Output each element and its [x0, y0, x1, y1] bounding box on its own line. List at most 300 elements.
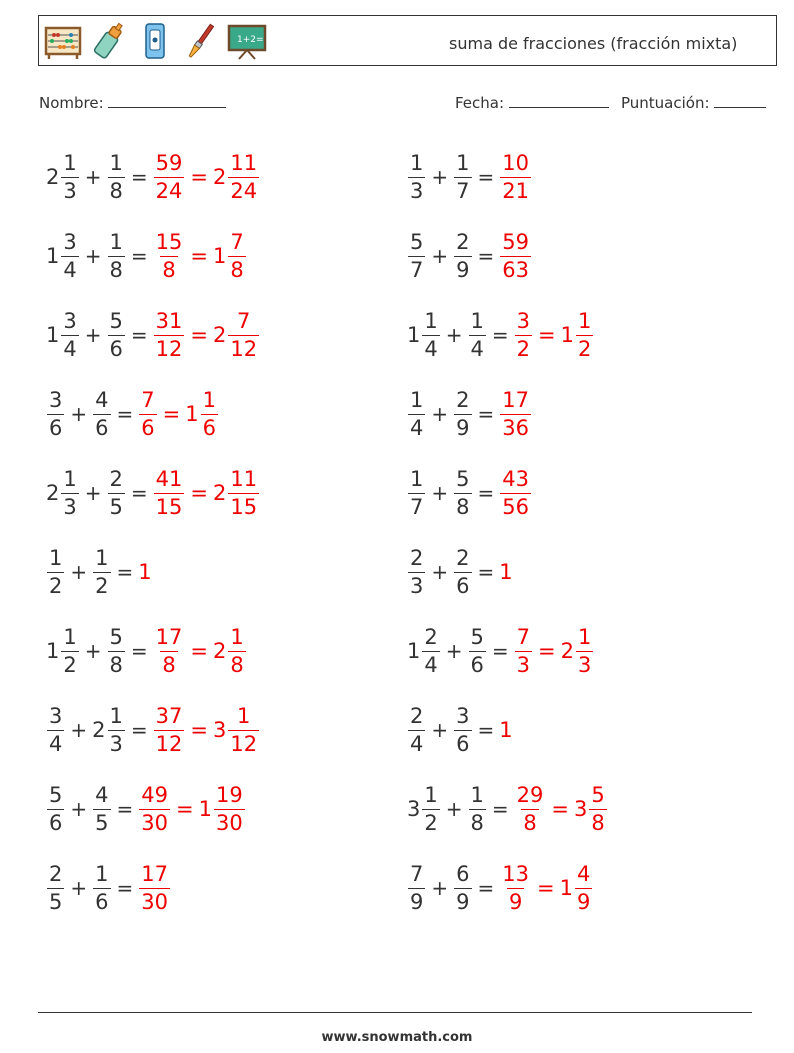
- equals-sign: =: [116, 876, 134, 900]
- whole-number: 1: [407, 639, 421, 663]
- equals-sign: =: [477, 876, 495, 900]
- fraction: [108, 150, 125, 203]
- equals-sign: =: [491, 639, 509, 663]
- answer: [499, 387, 532, 440]
- fraction: [139, 861, 170, 914]
- denominator: 8: [230, 257, 244, 282]
- denominator: 2: [578, 336, 592, 361]
- denominator: 8: [230, 652, 244, 677]
- denominator: 4: [470, 336, 484, 361]
- numerator: 1: [410, 387, 424, 412]
- fraction: [108, 229, 125, 282]
- fraction: [408, 387, 425, 440]
- numerator: 31: [155, 308, 183, 333]
- numerator: 3: [49, 703, 63, 728]
- answer: [499, 560, 513, 584]
- denominator: 7: [456, 178, 470, 203]
- numerator: 1: [230, 624, 244, 649]
- abacus-icon: [43, 20, 83, 62]
- denominator: 7: [410, 257, 424, 282]
- denominator: 8: [109, 652, 123, 677]
- fraction: [500, 861, 531, 914]
- numerator: 17: [141, 861, 169, 886]
- numerator: 15: [155, 229, 183, 254]
- numerator: 2: [49, 861, 63, 886]
- problem-row: [46, 224, 247, 288]
- denominator: 6: [95, 889, 109, 914]
- denominator: 6: [49, 415, 63, 440]
- answer: [138, 387, 219, 440]
- denominator: 21: [502, 178, 530, 203]
- denominator: 2: [95, 573, 109, 598]
- numerator: 1: [470, 782, 484, 807]
- plus-sign: +: [70, 718, 88, 742]
- answer: [138, 861, 171, 914]
- numerator: 13: [502, 861, 530, 886]
- equals-sign: =: [130, 481, 148, 505]
- answer-equals-sign: =: [551, 797, 569, 821]
- svg-text:1+2=: 1+2=: [237, 35, 264, 45]
- denominator: 4: [49, 731, 63, 756]
- whole-number: 1: [559, 876, 573, 900]
- equals-sign: =: [491, 323, 509, 347]
- plus-sign: +: [84, 323, 102, 347]
- whole-number: 1: [185, 402, 199, 426]
- denominator: 2: [424, 810, 438, 835]
- answer: [514, 782, 608, 835]
- plus-sign: +: [431, 481, 449, 505]
- fraction: [139, 387, 156, 440]
- denominator: 6: [109, 336, 123, 361]
- fraction: [589, 782, 606, 835]
- fraction: [61, 308, 78, 361]
- problem-row: [407, 145, 532, 209]
- fraction: [454, 150, 471, 203]
- answer: [499, 150, 532, 203]
- fraction: [408, 545, 425, 598]
- denominator: 4: [424, 336, 438, 361]
- problem-row: [46, 382, 219, 446]
- whole-number: 2: [46, 481, 60, 505]
- fraction: [500, 387, 531, 440]
- numerator: 5: [591, 782, 605, 807]
- answer: [499, 466, 532, 519]
- fraction: [108, 624, 125, 677]
- footer-url: www.snowmath.com: [321, 1030, 473, 1045]
- denominator: 30: [141, 889, 169, 914]
- numerator: 7: [230, 229, 244, 254]
- whole-number: 1: [46, 323, 60, 347]
- numerator: 1: [63, 150, 77, 175]
- answer-equals-sign: =: [538, 323, 556, 347]
- numerator: 7: [237, 308, 251, 333]
- whole-number: 1: [46, 244, 60, 268]
- answer: [153, 229, 247, 282]
- plus-sign: +: [84, 165, 102, 189]
- worksheet-title: suma de fracciones (fracción mixta): [449, 34, 738, 53]
- answer-equals-sign: =: [190, 165, 208, 189]
- answer: [499, 229, 532, 282]
- numerator: 1: [578, 624, 592, 649]
- denominator: 2: [516, 336, 531, 361]
- numerator: 7: [516, 624, 531, 649]
- fraction: [139, 782, 170, 835]
- problem-row: [407, 619, 594, 683]
- answer: [514, 308, 595, 361]
- fraction: [576, 308, 593, 361]
- problem-row: [407, 303, 594, 367]
- equals-sign: =: [116, 797, 134, 821]
- answer: [138, 782, 245, 835]
- numerator: 29: [516, 782, 544, 807]
- denominator: 8: [456, 494, 470, 519]
- denominator: 4: [424, 652, 438, 677]
- denominator: 6: [470, 652, 484, 677]
- score-blank: [714, 93, 766, 108]
- fraction: [408, 150, 425, 203]
- denominator: 9: [577, 889, 591, 914]
- denominator: 30: [216, 810, 243, 835]
- numerator: 43: [502, 466, 530, 491]
- fraction: [47, 703, 64, 756]
- whole-number: 3: [213, 718, 227, 742]
- denominator: 8: [591, 810, 605, 835]
- score-label: Puntuación:: [621, 94, 710, 112]
- numerator: 7: [141, 387, 155, 412]
- answer: [499, 861, 593, 914]
- equals-sign: =: [116, 402, 134, 426]
- whole-number: 1: [407, 323, 421, 347]
- fraction: [576, 624, 593, 677]
- fraction: [228, 150, 259, 203]
- answer: [153, 150, 260, 203]
- denominator: 15: [155, 494, 183, 519]
- fraction: [454, 703, 471, 756]
- numerator: 1: [424, 308, 438, 333]
- plus-sign: +: [431, 718, 449, 742]
- denominator: 8: [162, 652, 176, 677]
- denominator: 12: [155, 731, 183, 756]
- problem-row: [46, 856, 171, 920]
- answer-equals-sign: =: [538, 639, 556, 663]
- equals-sign: =: [116, 560, 134, 584]
- problem-row: [46, 461, 260, 525]
- fraction: [47, 782, 64, 835]
- numerator: 2: [456, 229, 470, 254]
- denominator: 15: [230, 494, 258, 519]
- numerator: 1: [95, 861, 109, 886]
- problem-row: [46, 619, 247, 683]
- numerator: 5: [470, 624, 484, 649]
- numerator: 2: [410, 545, 424, 570]
- plus-sign: +: [70, 402, 88, 426]
- denominator: 9: [508, 889, 523, 914]
- numerator: 3: [63, 308, 77, 333]
- glue-bottle-icon: [89, 20, 129, 62]
- answer-equals-sign: =: [190, 481, 208, 505]
- plus-sign: +: [431, 402, 449, 426]
- fraction: [515, 308, 532, 361]
- numerator: 4: [577, 861, 591, 886]
- denominator: 8: [162, 257, 176, 282]
- numerator: 2: [424, 624, 438, 649]
- denominator: 6: [49, 810, 63, 835]
- answer: [499, 718, 513, 742]
- fraction: [469, 782, 486, 835]
- date-field: [455, 93, 609, 112]
- answer: [514, 624, 595, 677]
- numerator: 10: [502, 150, 530, 175]
- problem-row: [407, 540, 514, 604]
- numerator: 19: [216, 782, 243, 807]
- equals-sign: =: [130, 323, 148, 347]
- denominator: 5: [49, 889, 63, 914]
- answer: [153, 308, 260, 361]
- worksheet-header: [38, 15, 777, 66]
- numerator: 3: [63, 229, 77, 254]
- denominator: 6: [456, 731, 470, 756]
- answer: [153, 703, 260, 756]
- fraction: [228, 624, 245, 677]
- numerator: 41: [155, 466, 183, 491]
- denominator: 30: [141, 810, 169, 835]
- numerator: 1: [456, 150, 470, 175]
- answer-equals-sign: =: [190, 639, 208, 663]
- denominator: 3: [516, 652, 531, 677]
- fraction: [201, 387, 218, 440]
- numerator: 1: [470, 308, 484, 333]
- fraction: [108, 703, 125, 756]
- denominator: 8: [470, 810, 484, 835]
- numerator: 5: [49, 782, 63, 807]
- whole-number: 1: [213, 244, 227, 268]
- fraction: [422, 782, 439, 835]
- pencil-sharpener-icon: [135, 20, 175, 62]
- numerator: 1: [578, 308, 592, 333]
- problem-row: [46, 145, 260, 209]
- equals-sign: =: [477, 244, 495, 268]
- fraction: [61, 624, 78, 677]
- fraction: [422, 624, 439, 677]
- fraction: [515, 624, 532, 677]
- whole-number: 1: [138, 560, 152, 584]
- denominator: 3: [63, 494, 77, 519]
- fraction: [408, 703, 425, 756]
- numerator: 3: [49, 387, 63, 412]
- denominator: 12: [230, 336, 258, 361]
- fraction: [154, 624, 185, 677]
- plus-sign: +: [445, 323, 463, 347]
- equals-sign: =: [491, 797, 509, 821]
- plus-sign: +: [84, 244, 102, 268]
- fraction: [454, 861, 471, 914]
- denominator: 3: [578, 652, 592, 677]
- denominator: 56: [502, 494, 530, 519]
- problem-row: [407, 856, 593, 920]
- numerator: 5: [456, 466, 470, 491]
- fraction: [500, 229, 531, 282]
- fraction: [515, 782, 546, 835]
- fraction: [61, 150, 78, 203]
- fraction: [454, 387, 471, 440]
- numerator: 17: [502, 387, 530, 412]
- numerator: 1: [109, 703, 123, 728]
- fraction: [108, 466, 125, 519]
- equals-sign: =: [130, 718, 148, 742]
- equals-sign: =: [477, 402, 495, 426]
- plus-sign: +: [431, 876, 449, 900]
- numerator: 1: [95, 545, 109, 570]
- name-label: Nombre:: [39, 94, 104, 112]
- numerator: 49: [141, 782, 169, 807]
- name-field: [39, 93, 226, 112]
- fraction: [408, 861, 425, 914]
- plus-sign: +: [431, 560, 449, 584]
- plus-sign: +: [70, 876, 88, 900]
- problem-row: [407, 698, 514, 762]
- whole-number: 1: [560, 323, 575, 347]
- numerator: 11: [230, 150, 258, 175]
- denominator: 6: [95, 415, 109, 440]
- fraction: [408, 229, 425, 282]
- fraction: [47, 545, 64, 598]
- fraction: [93, 782, 110, 835]
- whole-number: 2: [560, 639, 575, 663]
- numerator: 37: [155, 703, 183, 728]
- fraction: [93, 387, 110, 440]
- fraction: [154, 703, 185, 756]
- date-blank: [509, 93, 609, 108]
- fraction: [228, 308, 259, 361]
- fraction: [228, 229, 245, 282]
- equals-sign: =: [477, 560, 495, 584]
- equals-sign: =: [130, 639, 148, 663]
- numerator: 3: [516, 308, 531, 333]
- fraction: [500, 466, 531, 519]
- numerator: 1: [410, 150, 424, 175]
- fraction: [61, 229, 78, 282]
- equals-sign: =: [477, 165, 495, 189]
- fraction: [575, 861, 592, 914]
- denominator: 5: [95, 810, 109, 835]
- fraction: [422, 308, 439, 361]
- fraction: [154, 150, 185, 203]
- numerator: 4: [95, 387, 109, 412]
- denominator: 9: [456, 415, 470, 440]
- plus-sign: +: [445, 639, 463, 663]
- denominator: 12: [230, 731, 258, 756]
- numerator: 59: [502, 229, 530, 254]
- problem-row: [46, 303, 260, 367]
- plus-sign: +: [70, 560, 88, 584]
- answer: [138, 560, 152, 584]
- numerator: 3: [456, 703, 470, 728]
- plus-sign: +: [84, 481, 102, 505]
- numerator: 2: [456, 545, 470, 570]
- denominator: 4: [410, 415, 424, 440]
- chalkboard-icon: [227, 20, 267, 62]
- denominator: 9: [410, 889, 424, 914]
- numerator: 1: [109, 150, 123, 175]
- fraction: [154, 308, 185, 361]
- denominator: 3: [109, 731, 123, 756]
- fraction: [454, 466, 471, 519]
- problem-row: [46, 698, 260, 762]
- numerator: 5: [109, 624, 123, 649]
- numerator: 1: [63, 466, 77, 491]
- whole-number: 2: [213, 323, 227, 347]
- equals-sign: =: [477, 481, 495, 505]
- denominator: 24: [230, 178, 258, 203]
- plus-sign: +: [70, 797, 88, 821]
- answer-equals-sign: =: [162, 402, 181, 426]
- plus-sign: +: [431, 165, 449, 189]
- problem-row: [46, 777, 246, 841]
- numerator: 1: [424, 782, 438, 807]
- plus-sign: +: [445, 797, 463, 821]
- denominator: 9: [456, 889, 470, 914]
- denominator: 4: [410, 731, 424, 756]
- denominator: 8: [109, 257, 123, 282]
- fraction: [47, 387, 64, 440]
- fraction: [214, 782, 245, 835]
- fraction: [454, 545, 471, 598]
- whole-number: 2: [46, 165, 60, 189]
- denominator: 9: [456, 257, 470, 282]
- denominator: 6: [202, 415, 217, 440]
- name-blank: [108, 93, 226, 108]
- denominator: 4: [63, 257, 77, 282]
- numerator: 1: [410, 466, 424, 491]
- fraction: [47, 861, 64, 914]
- fraction: [228, 703, 259, 756]
- whole-number: 2: [92, 718, 106, 742]
- answer: [153, 466, 260, 519]
- answer-equals-sign: =: [537, 876, 555, 900]
- denominator: 7: [410, 494, 424, 519]
- numerator: 17: [155, 624, 183, 649]
- whole-number: 1: [499, 560, 513, 584]
- numerator: 7: [410, 861, 424, 886]
- problem-row: [407, 461, 532, 525]
- fraction: [93, 861, 110, 914]
- problem-row: [407, 382, 532, 446]
- answer-equals-sign: =: [176, 797, 194, 821]
- answer-equals-sign: =: [190, 244, 208, 268]
- answer: [153, 624, 247, 677]
- whole-number: 3: [407, 797, 421, 821]
- numerator: 1: [63, 624, 77, 649]
- fraction: [108, 308, 125, 361]
- fraction: [93, 545, 110, 598]
- numerator: 1: [202, 387, 217, 412]
- denominator: 24: [155, 178, 183, 203]
- fraction: [469, 624, 486, 677]
- denominator: 3: [410, 573, 424, 598]
- answer-equals-sign: =: [190, 718, 208, 742]
- answer-equals-sign: =: [190, 323, 208, 347]
- denominator: 8: [109, 178, 123, 203]
- denominator: 4: [63, 336, 77, 361]
- paintbrush-icon: [181, 20, 221, 62]
- equals-sign: =: [477, 718, 495, 742]
- denominator: 2: [49, 573, 63, 598]
- numerator: 6: [456, 861, 470, 886]
- fraction: [408, 466, 425, 519]
- denominator: 63: [502, 257, 530, 282]
- denominator: 2: [63, 652, 77, 677]
- numerator: 1: [237, 703, 251, 728]
